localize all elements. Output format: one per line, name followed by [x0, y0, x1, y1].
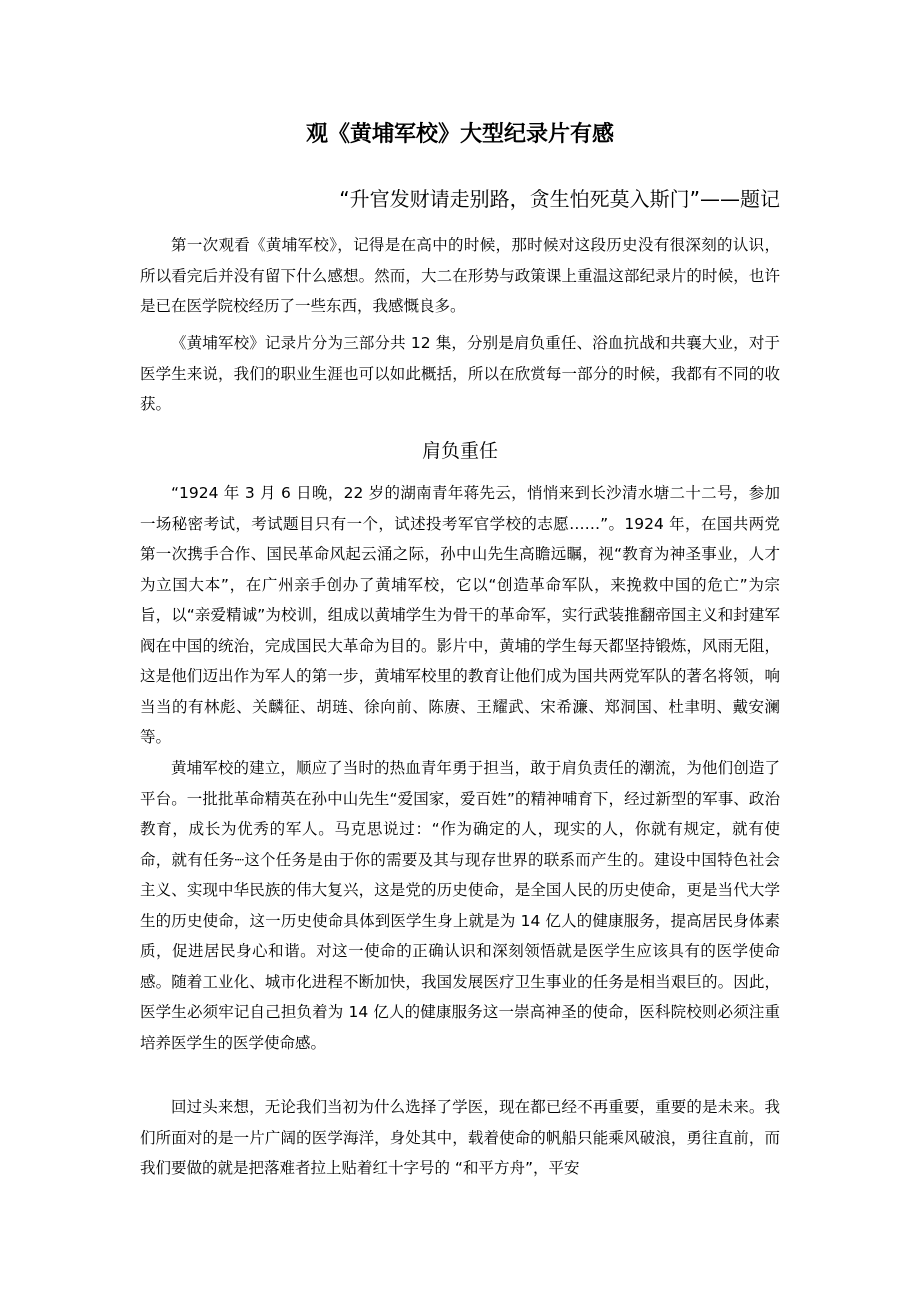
paragraph-history: “1924 年 3 月 6 日晚，22 岁的湖南青年蒋先云，悄悄来到长沙清水塘二十二号，参加一场秘密考试，考试题目只有一个，试述投考军官学校的志愿……”。1924 年，在国共两党第一次携手合作、国民革命风起云涌之际，孙中山先生高瞻远瞩，视“教育为神圣事业，人才为立国大本”，在广州亲手创办了黄埔军校，它以“创造革命军队，来挽救中国的危亡”为宗旨，以“亲爱精诚”为校训，组成以黄埔学生为骨干的革命军，实行武装推翻帝国主义和封建军阀在中国的统治，完成国民大革命为目的。影片中，黄埔的学生每天都坚持锻炼，风雨无阻，这是他们迈出作为军人的第一步，黄埔军校里的教育让他们成为国共两党军队的著名将领，响当当的有林彪、关麟征、胡琏、徐向前、陈赓、王耀武、宋希濂、郑洞国、杜聿明、戴安澜等。	[140, 484, 780, 746]
paragraph-reflection: 回过头来想，无论我们当初为什么选择了学医，现在都已经不再重要，重要的是未来。我们所面对的是一片广阔的医学海洋，身处其中，载着使命的帆船只能乘风破浪，勇往直前，而我们要做的就是把落难者拉上贴着红十字号的 “和平方舟”，平安	[140, 1098, 780, 1177]
document-title: 观《黄埔军校》大型纪录片有感	[305, 122, 614, 147]
epigraph: “升官发财请走别路，贪生怕死莫入斯门”——题记	[339, 187, 780, 211]
section-heading: 肩负重任	[421, 440, 498, 462]
paragraph-intro: 第一次观看《黄埔军校》，记得是在高中的时候，那时候对这段历史没有很深刻的认识，所以看完后并没有留下什么感想。然而，大二在形势与政策课上重温这部纪录片的时候，也许是已在医学院校经历了一些东西，我感慨良多。	[140, 236, 780, 315]
paragraph-overview: 《黄埔军校》记录片分为三部分共 12 集，分别是肩负重任、浴血抗战和共襄大业，对于医学生来说，我们的职业生涯也可以如此概括，所以在欣赏每一部分的时候，我都有不同的收获。	[140, 334, 780, 413]
paragraph-mission: 黄埔军校的建立，顺应了当时的热血青年勇于担当，敢于肩负责任的潮流，为他们创造了平台。一批批革命精英在孙中山先生“爱国家，爱百姓”的精神哺育下，经过新型的军事、政治教育，成长为优秀的军人。马克思说过：“作为确定的人，现实的人，你就有规定，就有使命，就有任务┈这个任务是由于你的需要及其与现存世界的联系而产生的。建设中国特色社会主义、实现中华民族的伟大复兴，这是党的历史使命，是全国人民的历史使命，更是当代大学生的历史使命，这一历史使命具体到医学生身上就是为 14 亿人的健康服务，提高居民身体素质，促进居民身心和谐。对这一使命的正确认识和深刻领悟就是医学生应该具有的医学使命感。随着工业化、城市化进程不断加快，我国发展医疗卫生事业的任务是相当艰巨的。因此，医学生必须牢记自己担负着为 14 亿人的健康服务这一崇高神圣的使命，医科院校则必须注重培养医学生的医学使命感。	[140, 759, 780, 1052]
